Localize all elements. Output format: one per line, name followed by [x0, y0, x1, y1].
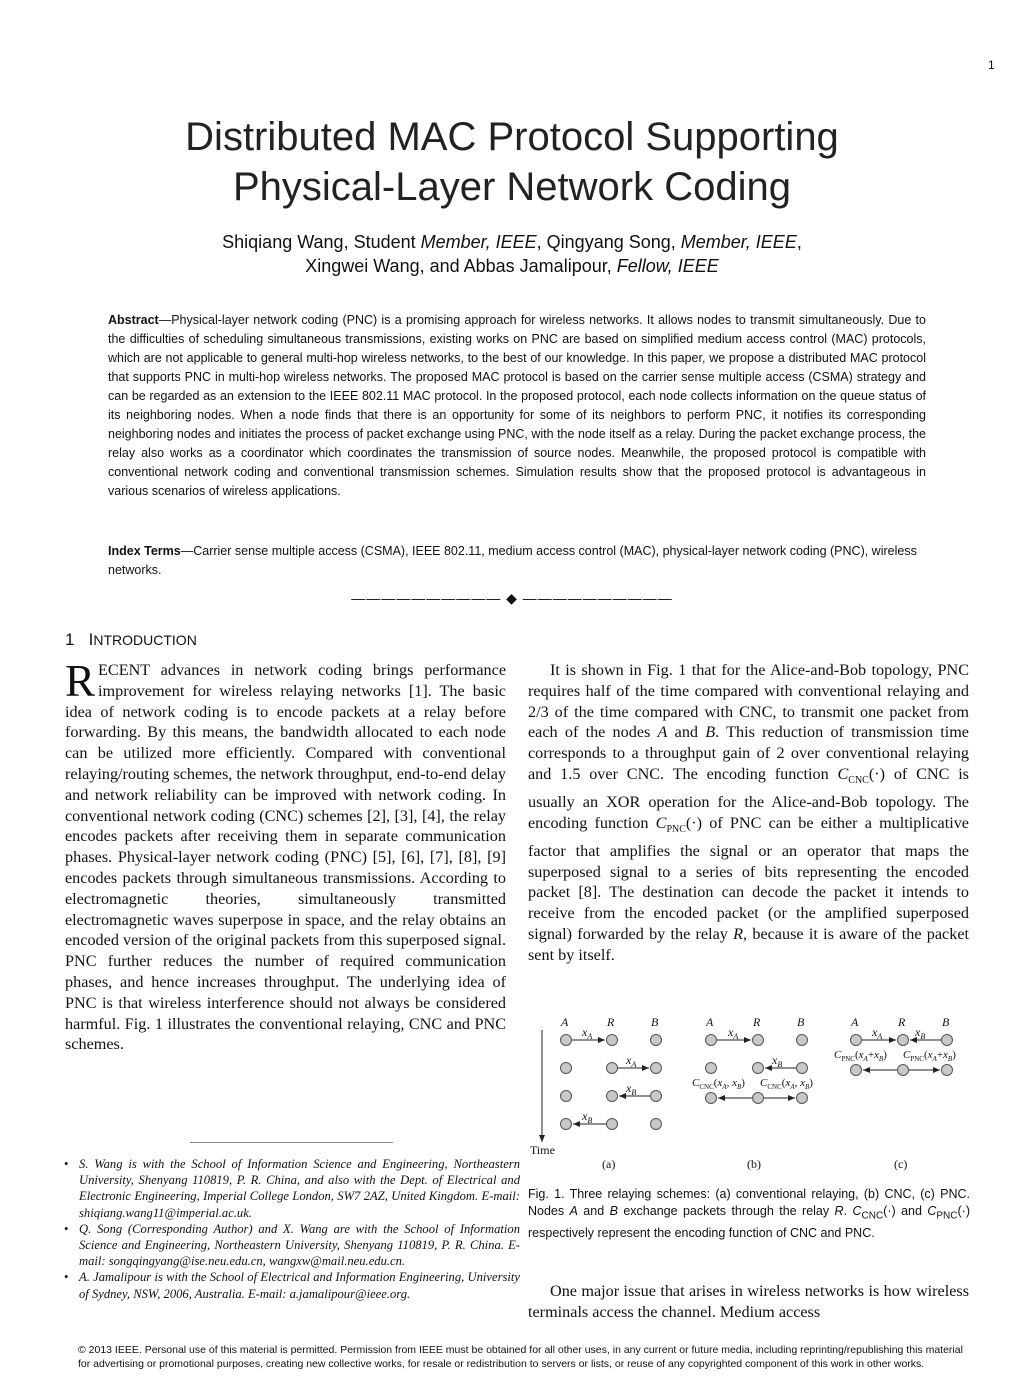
author-2: , Qingyang Song,	[536, 232, 681, 252]
author-footnotes	[64, 1156, 520, 1302]
node-label-a: A	[851, 1015, 859, 1029]
node-r	[753, 1093, 764, 1104]
text-run: (·) and	[883, 1204, 928, 1218]
node-r	[607, 1035, 618, 1046]
text-run: exchange packets through the relay	[617, 1204, 835, 1218]
packet-label: $x_A$	[872, 1025, 883, 1041]
packet-label: $x_B$	[915, 1025, 926, 1041]
figure-caption	[528, 1186, 970, 1242]
var-r: R	[733, 925, 744, 944]
pnc-encoding-label: $C_{PNC}(x_A+x_B)$	[834, 1049, 887, 1063]
node-r	[753, 1035, 764, 1046]
cnc-encoding-label: $C_{CNC}(x_A$, $x_B$)	[692, 1077, 745, 1091]
text-run: (·) respectively represent the encoding function of CNC and PNC.	[528, 1204, 970, 1240]
section-first-letter: I	[88, 630, 94, 649]
panel-b-label: (b)	[747, 1157, 761, 1171]
author-3-4: Xingwei Wang, and Abbas Jamalipour,	[305, 256, 617, 276]
title-line-2: Physical-Layer Network Coding	[232, 165, 791, 209]
title-line-1: Distributed MAC Protocol Supporting	[185, 115, 839, 159]
var-r: R	[834, 1204, 844, 1218]
section-separator: —————————— ◆ ——————————	[351, 590, 673, 606]
panel-a-label: (a)	[602, 1157, 616, 1171]
node-label-r: R	[753, 1015, 761, 1029]
author-line-1	[0, 230, 1024, 254]
section-number: 1	[65, 630, 75, 649]
left-column-paragraph	[65, 656, 506, 1055]
node-b	[942, 1035, 953, 1046]
pnc-subscript: PNC	[666, 824, 686, 836]
node-a	[851, 1065, 862, 1076]
node-label-b: B	[797, 1015, 805, 1029]
node-b	[651, 1063, 662, 1074]
node-r	[607, 1119, 618, 1130]
node-b	[797, 1093, 808, 1104]
packet-label: $x_A$	[626, 1053, 637, 1069]
paper-title	[0, 112, 1024, 212]
footnote-divider	[190, 1142, 393, 1143]
author-line-2	[0, 254, 1024, 278]
text-run: (·) of PNC can be either a multiplicative factor that amplifies the signal or an operator that maps the superposed signal to a series of bits representing the encoded packet [8]. The destination can decode the packet it intends to receive from the encoded packet (or the amplified superposed signal) forwarded by the relay	[528, 813, 969, 944]
node-b	[651, 1035, 662, 1046]
pnc-subscript: PNC	[936, 1210, 958, 1222]
index-terms	[108, 542, 926, 580]
left-column-text: advances in network coding brings performance improvement for wireless relaying networks [1]. The basic idea of network coding is to encode packets at a relay before forwarding. By this means, the bandwidth allocated to each node can be utilized more efficiently. Compared with conventional relaying/routing schemes, the network throughput, end-to-end delay and network reliability can be improved with network coding. In conventional network coding (CNC) schemes [2], [3], [4], the relay encodes packets after receiving them in separate communication phases. Physical-layer network coding (PNC) [5], [6], [7], [8], [9] encodes packets through simultaneous transmissions. According to electromagnetic theories, simultaneously transmitted electromagnetic waves superpose in space, and the relay obtains an encoded version of the original packets from this superposed signal. PNC further reduces the number of required communication phases, and hence increases throughput. The underlying idea of PNC is that wireless interference should not always be considered harmful. Fig. 1 illustrates the conventional relaying, CNC and PNC schemes.	[65, 661, 506, 1054]
node-b	[651, 1119, 662, 1130]
abstract	[108, 311, 926, 501]
footnote-item: • A. Jamalipour is with the School of Electrical and Information Engineering, University of Sydney, NSW, 2006, Australia. E-mail: a.jamalipour@ieee.org.	[64, 1269, 520, 1301]
drop-cap: R	[65, 656, 96, 706]
node-r	[898, 1065, 909, 1076]
cnc-encoding-label: $C_{CNC}(x_A$, $x_B$)	[760, 1077, 813, 1091]
packet-label: $x_B$	[772, 1053, 783, 1069]
index-terms-text: —Carrier sense multiple access (CSMA), IEEE 802.11, medium access control (MAC), physical-layer network coding (PNC), wireless networks.	[108, 544, 917, 577]
abstract-label: Abstract	[108, 313, 159, 327]
cnc-subscript: CNC	[861, 1210, 884, 1222]
text-run: and	[667, 723, 706, 742]
node-label-a: A	[706, 1015, 714, 1029]
footnote-item: • Q. Song (Corresponding Author) and X. Wang are with the School of Information Science and Engineering, Northeastern University, Shenyang 110819, P. R. China. E-mail: songqingyang@ise.neu.edu.cn, wangxw@mail.neu.edu.cn.	[64, 1221, 520, 1270]
abstract-text: —Physical-layer network coding (PNC) is a promising approach for wireless networks. It allows nodes to transmit simultaneously. Due to the difficulties of scheduling simultaneous transmissions, existing works on PNC are based on simplified medium access control (MAC) protocols, which are not applicable to general multi-hop wireless networks, to the best of our knowledge. In this paper, we propose a distributed MAC protocol that supports PNC in multi-hop wireless networks. The proposed MAC protocol is based on the carrier sense multiple access (CSMA) strategy and can be regarded as an extension to the IEEE 802.11 MAC protocol. In the proposed protocol, each node collects information on the queue status of its neighboring nodes. When a node finds that there is an opportunity for some of its neighbors to perform PNC, it notifies its corresponding neighboring nodes and initiates the process of packet exchange using PNC, with the node itself as a relay. During the packet exchange process, the relay also works as a coordinator which coordinates the transmission of source nodes. Meanwhile, the proposed protocol is compatible with conventional network coding and conventional transmission schemes. Simulation results show that the proposed protocol is advantageous in various scenarios of wireless applications.	[108, 313, 926, 498]
node-a	[706, 1063, 717, 1074]
node-a	[851, 1035, 862, 1046]
node-r	[607, 1063, 618, 1074]
text-run: Fig. 1. Three relaying schemes: (a) conventional relaying, (b) CNC, (c) PNC. Nodes	[528, 1187, 970, 1218]
node-a	[561, 1063, 572, 1074]
node-r	[753, 1063, 764, 1074]
node-label-b: B	[651, 1015, 659, 1029]
node-a	[561, 1119, 572, 1130]
node-a	[706, 1035, 717, 1046]
copyright-notice: © 2013 IEEE. Personal use of this material is permitted. Permission from IEEE must be obtained for all other uses, in any current or future media, including reprinting/republishing this material for advertising or promotional purposes, creating new collective works, for resale or redistribution to servers or lists, or reuse of any copyrighted component of this work in other works.	[78, 1344, 963, 1370]
var-a: A	[569, 1204, 578, 1218]
author-2-end: ,	[796, 232, 802, 252]
node-label-r: R	[607, 1015, 615, 1029]
node-r	[898, 1035, 909, 1046]
var-c: C	[655, 813, 667, 832]
panel-c-label: (c)	[894, 1157, 908, 1171]
author-list	[0, 230, 1024, 278]
panel-c	[834, 1015, 956, 1171]
cnc-subscript: CNC	[848, 775, 869, 787]
node-label-a: A	[561, 1015, 569, 1029]
packet-label: $x_A$	[582, 1025, 593, 1041]
var-c: C	[927, 1204, 937, 1218]
author-1: Shiqiang Wang, Student	[222, 232, 421, 252]
packet-label: $x_B$	[626, 1081, 637, 1097]
packet-label: $x_B$	[582, 1109, 593, 1125]
node-b	[942, 1065, 953, 1076]
var-c: C	[837, 764, 849, 783]
packet-label: $x_A$	[728, 1025, 739, 1041]
node-b	[651, 1091, 662, 1102]
node-label-b: B	[942, 1015, 950, 1029]
node-a	[561, 1091, 572, 1102]
section-title-rest: NTRODUCTION	[93, 632, 197, 648]
text-run: . This reduction of transmission time corresponds to a throughput gain of 2 over conventional relaying and 1.5 over CNC. The encoding function	[528, 723, 969, 783]
author-1-role: Member, IEEE	[420, 232, 537, 252]
pnc-encoding-label: $C_{PNC}(x_A+x_B)$	[903, 1049, 956, 1063]
page-number: 1	[988, 58, 995, 72]
right-column-paragraph	[528, 660, 969, 966]
var-a: A	[657, 723, 668, 742]
text-run: (·) of CNC is usually an XOR operation for the Alice-and-Bob topology. The encoding function	[528, 764, 969, 832]
footnote-item: • S. Wang is with the School of Information Science and Engineering, Northeastern University, Shenyang 110819, P. R. China, and also with the Dept. of Electrical and Electronic Engineering, Imperial College London, SW7 2AZ, United Kingdom. E-mail: shiqiang.wang11@imperial.ac.uk.	[64, 1156, 520, 1221]
node-r	[607, 1091, 618, 1102]
node-a	[706, 1093, 717, 1104]
first-word-rest: ECENT	[98, 661, 150, 679]
text-run: .	[843, 1204, 853, 1218]
section-heading	[65, 630, 197, 650]
node-label-r: R	[898, 1015, 906, 1029]
author-2-role: Member, IEEE	[680, 232, 797, 252]
node-a	[561, 1035, 572, 1046]
text-run: One major issue that arises in wireless networks is how wireless terminals access the channel. Medium access	[528, 1282, 969, 1321]
panel-b	[692, 1015, 813, 1171]
figure-1-diagram	[528, 1008, 988, 1178]
node-b	[797, 1035, 808, 1046]
var-b: B	[705, 723, 716, 742]
node-b	[797, 1063, 808, 1074]
text-run: and	[577, 1204, 610, 1218]
var-c: C	[852, 1204, 862, 1218]
text-run: , because it is aware of the packet sent by itself.	[528, 925, 970, 964]
panel-a	[560, 1015, 662, 1171]
right-column-paragraph-2	[528, 1281, 969, 1323]
var-b: B	[609, 1204, 618, 1218]
time-label: Time	[530, 1143, 555, 1157]
author-4-role: Fellow, IEEE	[616, 256, 719, 276]
index-terms-label: Index Terms	[108, 544, 181, 558]
text-run: It is shown in Fig. 1 that for the Alice-and-Bob topology, PNC requires half of the time compared with conventional relaying and 2/3 of the time compared with CNC, to transmit one packet from each of the nodes	[528, 661, 969, 742]
